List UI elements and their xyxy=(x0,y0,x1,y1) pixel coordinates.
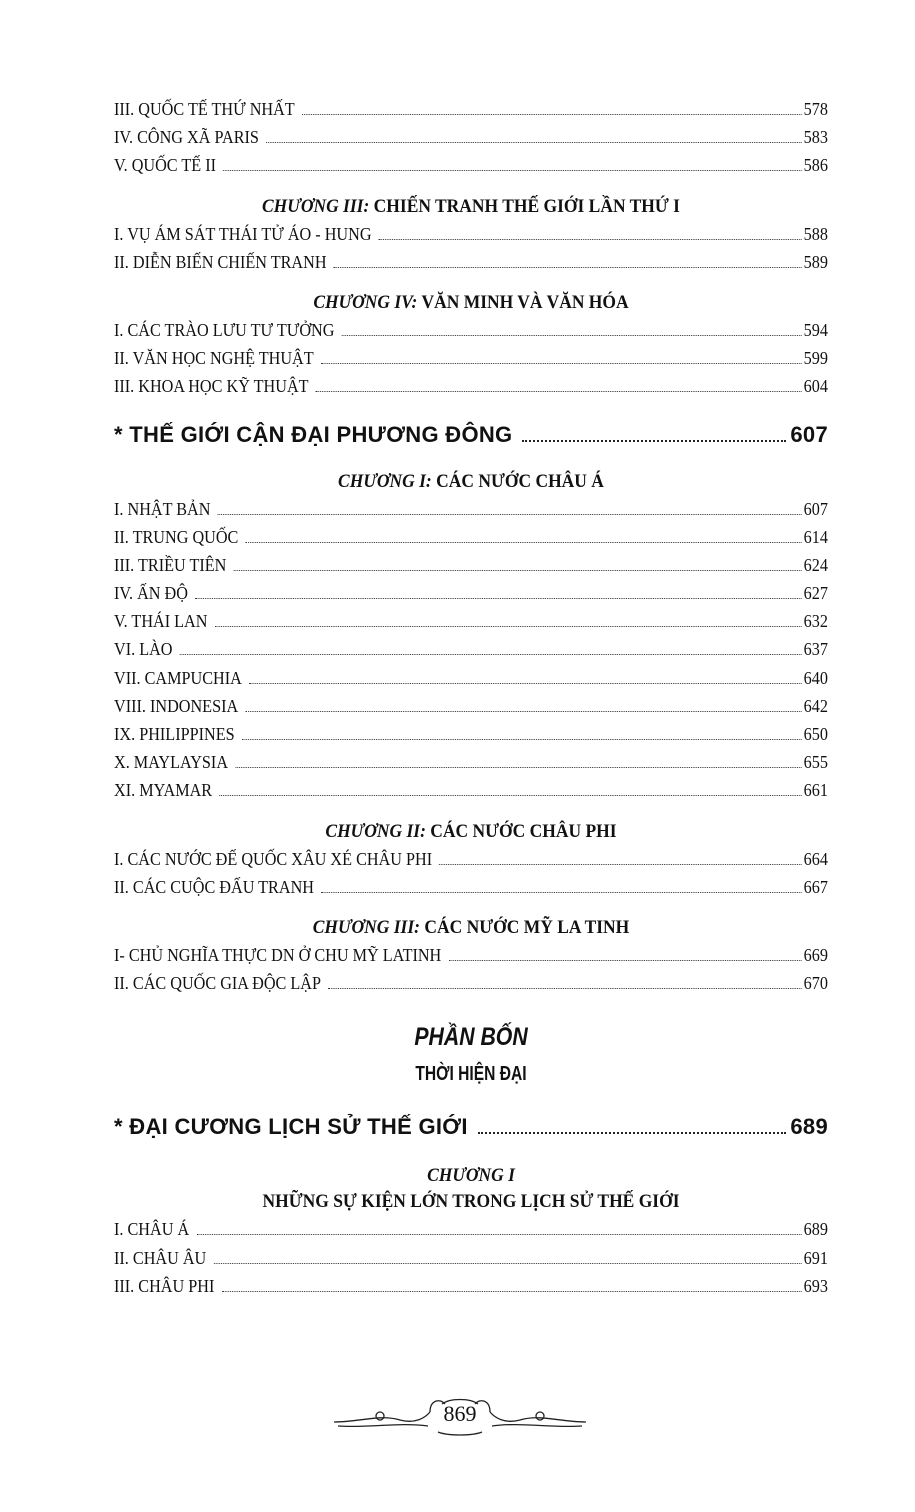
dot-leader xyxy=(302,113,802,115)
toc-entry-title: I. CÁC NƯỚC ĐẾ QUỐC XÂU XÉ CHÂU PHI xyxy=(114,848,433,869)
part-subtitle: THỜI HIỆN ĐẠI xyxy=(415,1063,527,1086)
dot-leader xyxy=(215,625,802,627)
dot-leader xyxy=(180,653,802,655)
chapter-label: CHƯƠNG I: xyxy=(338,470,432,492)
section-page: 607 xyxy=(790,421,828,447)
toc-entry-page: 627 xyxy=(803,583,828,604)
chapter-title: CÁC NƯỚC CHÂU PHI xyxy=(430,820,617,842)
chapter-title: CÁC NƯỚC CHÂU Á xyxy=(436,470,604,492)
dot-leader xyxy=(522,439,786,442)
toc-entry[interactable] xyxy=(114,635,828,663)
dot-leader xyxy=(316,390,802,392)
toc-entry-title: IV. ẤN ĐỘ xyxy=(114,583,188,604)
toc-entry-page: 614 xyxy=(803,526,828,547)
part-title: PHẦN BỐN xyxy=(414,1023,528,1052)
toc-entry-title: II. CÁC QUỐC GIA ĐỘC LẬP xyxy=(114,973,322,994)
dot-leader xyxy=(328,987,802,989)
chapter-label: CHƯƠNG IV: xyxy=(313,291,418,313)
dot-leader xyxy=(235,766,802,768)
chapter-label: CHƯƠNG II: xyxy=(325,820,426,842)
toc-entry-page: 599 xyxy=(803,348,828,369)
toc-entry-title: I. VỤ ÁM SÁT THÁI TỬ ÁO - HUNG xyxy=(114,223,372,244)
section-page: 689 xyxy=(790,1114,828,1140)
toc-entry-title: III. CHÂU PHI xyxy=(114,1275,215,1296)
dot-leader xyxy=(242,738,802,740)
toc-entry-title: III. QUỐC TẾ THỨ NHẤT xyxy=(114,99,295,119)
toc-entry-title: I. CHÂU Á xyxy=(114,1219,190,1240)
toc-entry-page: 637 xyxy=(803,639,828,660)
toc-entry[interactable] xyxy=(114,523,828,551)
toc-entry-page: 640 xyxy=(803,667,828,688)
toc-entry[interactable] xyxy=(114,1215,828,1243)
chapter-title: CÁC NƯỚC MỸ LA TINH xyxy=(424,916,630,938)
toc-entry[interactable] xyxy=(114,692,828,720)
toc-entry-page: 642 xyxy=(803,695,828,716)
toc-entry[interactable] xyxy=(114,344,828,372)
toc-entry[interactable] xyxy=(114,248,828,276)
page-footer xyxy=(330,1392,590,1440)
toc-entry-page: 667 xyxy=(803,876,828,897)
toc-entry-page: 607 xyxy=(803,498,828,519)
chapter-label: CHƯƠNG III: xyxy=(312,916,420,938)
toc-entry[interactable] xyxy=(114,776,828,804)
toc-entry-title: I. NHẬT BẢN xyxy=(114,498,211,519)
chapter-heading xyxy=(143,290,800,316)
toc-entry-page: 669 xyxy=(803,944,828,965)
toc-entry[interactable] xyxy=(114,941,828,969)
toc-entry-title: II. CHÂU ÂU xyxy=(114,1247,207,1268)
toc-entry[interactable] xyxy=(114,495,828,523)
section-title: * ĐẠI CƯƠNG LỊCH SỬ THẾ GIỚI xyxy=(114,1114,468,1140)
toc-entry[interactable] xyxy=(114,873,828,901)
toc-entry[interactable] xyxy=(114,551,828,579)
section-title: * THẾ GIỚI CẬN ĐẠI PHƯƠNG ĐÔNG xyxy=(114,421,513,447)
dot-leader xyxy=(448,959,801,961)
toc-entry-title: V. QUỐC TẾ II xyxy=(114,155,217,176)
dot-leader xyxy=(245,710,801,712)
toc-entry-page: 578 xyxy=(803,99,828,119)
toc-entry-title: IX. PHILIPPINES xyxy=(114,724,235,744)
dot-leader xyxy=(246,541,802,543)
dot-leader xyxy=(439,863,801,865)
toc-entry-page: 691 xyxy=(803,1247,828,1268)
dot-leader xyxy=(266,141,802,143)
chapter-heading xyxy=(143,469,800,495)
chapter-title: VĂN MINH VÀ VĂN HÓA xyxy=(421,291,629,313)
toc-entry-page: 624 xyxy=(803,554,828,575)
toc-entry-title: IV. CÔNG XÃ PARIS xyxy=(114,127,259,148)
toc-entry-title: I. CÁC TRÀO LƯU TƯ TƯỞNG xyxy=(114,319,335,340)
dot-leader xyxy=(321,362,802,364)
dot-leader xyxy=(249,682,802,684)
toc-entry[interactable] xyxy=(114,579,828,607)
toc-entry[interactable] xyxy=(114,220,828,248)
toc-entry[interactable] xyxy=(114,316,828,344)
dot-leader xyxy=(321,891,802,893)
toc-entry-title: I- CHỦ NGHĨA THỰC DN Ở CHU MỸ LATINH xyxy=(114,944,442,965)
toc-entry-page: 583 xyxy=(803,127,828,148)
toc-entry-title: III. KHOA HỌC KỸ THUẬT xyxy=(114,376,309,397)
toc-entry[interactable] xyxy=(114,95,828,123)
section-entry[interactable] xyxy=(114,1107,828,1147)
dot-leader xyxy=(196,1233,801,1235)
part-heading xyxy=(114,1019,828,1093)
toc-entry-title: VI. LÀO xyxy=(114,639,173,660)
toc-entry[interactable] xyxy=(114,123,828,151)
toc-entry-page: 604 xyxy=(803,376,828,397)
table-of-contents xyxy=(114,95,828,1300)
chapter-heading xyxy=(143,819,800,845)
page-number: 869 xyxy=(443,1401,477,1426)
dot-leader xyxy=(342,334,802,336)
dot-leader xyxy=(218,513,802,515)
chapter-heading xyxy=(114,1163,828,1215)
toc-entry[interactable] xyxy=(114,372,828,400)
chapter-title: NHỮNG SỰ KIỆN LỚN TRONG LỊCH SỬ THẾ GIỚI xyxy=(262,1191,680,1213)
dot-leader xyxy=(334,266,802,268)
toc-entry-title: XI. MYAMAR xyxy=(114,780,213,801)
toc-entry-page: 650 xyxy=(803,724,828,744)
toc-entry-title: VIII. INDONESIA xyxy=(114,695,239,716)
dot-leader xyxy=(222,1290,802,1292)
toc-entry-title: V. THÁI LAN xyxy=(114,611,208,632)
chapter-title: CHIẾN TRANH THẾ GIỚI LẦN THỨ I xyxy=(373,195,680,217)
chapter-heading xyxy=(143,194,800,220)
toc-entry[interactable] xyxy=(114,151,828,179)
toc-entry-page: 689 xyxy=(803,1219,828,1240)
toc-entry-title: II. TRUNG QUỐC xyxy=(114,526,239,547)
toc-entry-title: II. DIỄN BIẾN CHIẾN TRANH xyxy=(114,251,327,272)
toc-entry-page: 594 xyxy=(803,319,828,340)
toc-entry-page: 670 xyxy=(803,973,828,994)
toc-entry-title: II. VĂN HỌC NGHỆ THUẬT xyxy=(114,348,314,369)
toc-entry-title: VII. CAMPUCHIA xyxy=(114,667,242,688)
toc-entry[interactable] xyxy=(114,969,828,997)
chapter-label: CHƯƠNG III: xyxy=(262,195,370,217)
section-entry[interactable] xyxy=(114,415,828,455)
toc-entry-title: II. CÁC CUỘC ĐẤU TRANH xyxy=(114,876,314,897)
toc-entry[interactable] xyxy=(114,1272,828,1300)
dot-leader xyxy=(223,169,802,171)
toc-entry[interactable] xyxy=(114,664,828,692)
dot-leader xyxy=(478,1131,787,1134)
toc-entry-page: 586 xyxy=(803,155,828,176)
dot-leader xyxy=(213,1262,801,1264)
dot-leader xyxy=(219,794,802,796)
dot-leader xyxy=(195,597,802,599)
chapter-label: CHƯƠNG I xyxy=(427,1165,515,1187)
dot-leader xyxy=(379,238,802,240)
dot-leader xyxy=(234,569,802,571)
toc-entry[interactable] xyxy=(114,720,828,748)
toc-entry-page: 655 xyxy=(803,752,828,773)
toc-entry-page: 664 xyxy=(803,848,828,869)
toc-entry-title: X. MAYLAYSIA xyxy=(114,752,229,773)
toc-entry[interactable] xyxy=(114,1244,828,1272)
toc-entry[interactable] xyxy=(114,607,828,635)
toc-entry-page: 632 xyxy=(803,611,828,632)
toc-entry[interactable] xyxy=(114,748,828,776)
toc-entry-page: 693 xyxy=(803,1275,828,1296)
toc-entry-page: 588 xyxy=(803,223,828,244)
toc-entry-page: 589 xyxy=(803,251,828,272)
toc-entry-title: III. TRIỀU TIÊN xyxy=(114,554,227,575)
toc-entry-page: 661 xyxy=(803,780,828,801)
chapter-heading xyxy=(143,915,800,941)
toc-entry[interactable] xyxy=(114,845,828,873)
